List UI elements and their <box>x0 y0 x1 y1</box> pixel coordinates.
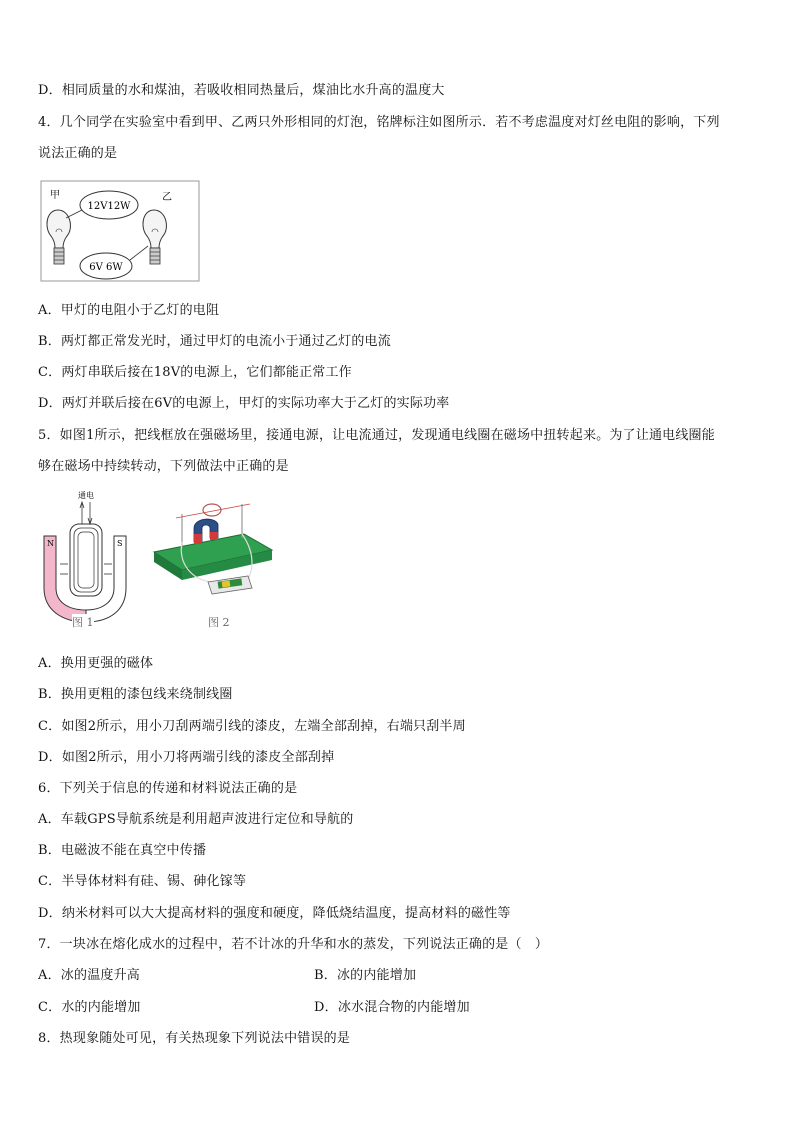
figure2-caption: 图 2 <box>208 616 230 629</box>
q7-option-c: C．水的内能增加 <box>38 1000 141 1015</box>
bulb-yi-label: 乙 <box>162 192 172 203</box>
q5-option-c: C．如图2所示，用小刀刮两端引线的漆皮，左端全部刮掉，右端只刮半周 <box>38 719 466 734</box>
q7-option-a: A．冰的温度升高 <box>38 968 140 983</box>
q4-option-b: B．两灯都正常发光时，通过甲灯的电流小于通过乙灯的电流 <box>38 334 391 349</box>
q6-option-b: B．电磁波不能在真空中传播 <box>38 843 207 858</box>
q6-stem: 6．下列关于信息的传递和材料说法正确的是 <box>38 781 298 796</box>
q4-stem-line1: 4．几个同学在实验室中看到甲、乙两只外形相同的灯泡，铭牌标注如图所示．若不考虑温度对灯丝电阻的影响，下列 <box>38 115 720 130</box>
figure1-caption: 图 1 <box>72 616 94 629</box>
battery-icon <box>208 576 252 594</box>
q4-stem-line2: 说法正确的是 <box>38 146 118 161</box>
current-label: 通电 <box>78 491 94 500</box>
bulb-jia-icon <box>47 210 70 264</box>
q5-option-b: B．换用更粗的漆包线来绕制线圈 <box>38 687 233 702</box>
bulb-figure <box>40 180 200 282</box>
q4-option-a: A．甲灯的电阻小于乙灯的电阻 <box>38 303 220 318</box>
q7-stem: 7．一块冰在熔化成水的过程中，若不计冰的升华和水的蒸发，下列说法正确的是（ ） <box>38 937 549 952</box>
bulb-jia-label: 甲 <box>50 190 60 201</box>
q6-option-a: A．车载GPS导航系统是利用超声波进行定位和导航的 <box>38 812 354 827</box>
bulb-yi-rating: 6V 6W <box>89 262 123 273</box>
magnet-coil-figure <box>40 488 130 630</box>
q5-stem-line1: 5．如图1所示，把线框放在强磁场里，接通电源，让电流通过，发现通电线圈在磁场中扭转起来。为了让通电线圈能 <box>38 428 715 443</box>
q7-option-d: D．冰水混合物的内能增加 <box>314 1000 470 1015</box>
motor-model-figure <box>152 494 276 629</box>
bulb-jia-rating: 12V12W <box>87 201 131 212</box>
q4-option-c: C．两灯串联后接在18V的电源上，它们都能正常工作 <box>38 365 352 380</box>
q5-option-d: D．如图2所示，用小刀将两端引线的漆皮全部刮掉 <box>38 750 335 765</box>
q7-option-b: B．冰的内能增加 <box>314 968 417 983</box>
north-pole-label: N <box>47 539 54 548</box>
south-pole-label: S <box>117 539 123 548</box>
q5-option-a: A．换用更强的磁体 <box>38 656 154 671</box>
bulb-yi-icon <box>143 210 166 264</box>
q4-option-d: D．两灯并联后接在6V的电源上，甲灯的实际功率大于乙灯的实际功率 <box>38 396 450 411</box>
q3-option-d: D．相同质量的水和煤油，若吸收相同热量后，煤油比水升高的温度大 <box>38 83 445 98</box>
q6-option-c: C．半导体材料有硅、锡、砷化镓等 <box>38 874 247 889</box>
q6-option-d: D．纳米材料可以大大提高材料的强度和硬度，降低烧结温度，提高材料的磁性等 <box>38 906 511 921</box>
q5-stem-line2: 够在磁场中持续转动，下列做法中正确的是 <box>38 459 289 474</box>
q8-stem: 8．热现象随处可见，有关热现象下列说法中错误的是 <box>38 1031 351 1046</box>
